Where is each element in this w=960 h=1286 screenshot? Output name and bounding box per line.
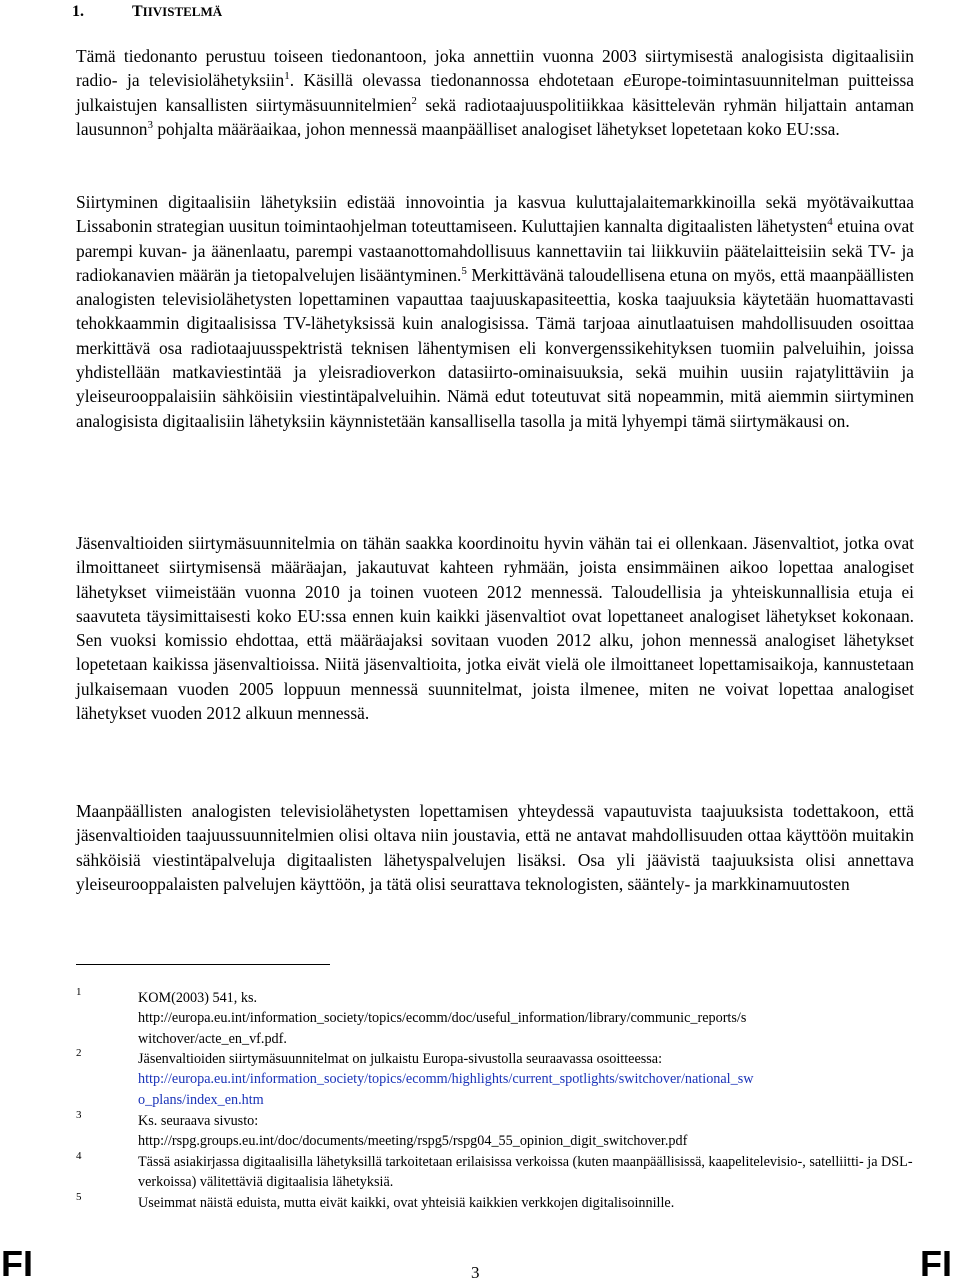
footnote-5 [76, 1193, 918, 1213]
paragraph-1-text-b: . Käsillä olevassa tiedonannossa ehdotetaan [289, 70, 624, 91]
paragraph-1-text-c: Europe-toimintasuunnitelman puitteissa julkaistujen kansallisten siirtymäsuunnitelmien [76, 70, 915, 115]
paragraph-3-text: Jäsenvaltioiden siirtymäsuunnitelmia on tähän saakka koordinoitu hyvin vähän tai ei ollenkaan. Jäsenvaltiot, jotka ovat ilmoittaneet siirtymisensä määräajan, jakautuvat kahteen ryhmään, joista ensimmäinen aikoo lopettaa analogiset lähetykset viimeistään vuonna 2010 ja toinen vuoteen 2012 mennessä. Taloudellisia ja yhteiskunnallisia etuja ei saavuteta täysimittaisesti koko EU:ssa ennen kuin kaikki jäsenvaltiot ovat lopettaneet analogiset lähetykset kokonaan. Sen vuoksi komissio ehdottaa, että määräajaksi sovitaan vuoden 2012 alku, johon mennessä analogiset lähetykset lopetetaan kaikissa jäsenvaltioissa. Niitä jäsenvaltioita, jotka eivät vielä ole ilmoittaneet lopettamisaikoja, kannustetaan julkaisemaan vuoden 2005 loppuun mennessä suunnitelmat, joista ilmenee, miten ne voivat lopettaa analogiset lähetykset vuoden 2012 alkuun mennessä. [76, 533, 914, 724]
footnote-ref-5[interactable]: 5 [461, 265, 467, 278]
language-code-right: FI [920, 1243, 952, 1284]
section-title-initial: T [132, 3, 143, 20]
paragraph-2-text-a: Siirtyminen digitaalisiin lähetyksiin edistää innovointia ja kasvua kuluttajalaitemarkkinoilla sekä myötävaikuttaa Lissabonin strategian uusitun toimintaohjelman toteuttamiseen. Kuluttajien kannalta digitaalisten lähetysten [76, 192, 914, 237]
paragraph-1-text-a: Tämä tiedonanto perustuu toiseen tiedonantoon, joka annettiin vuonna 2003 siirtymisestä analogisista digitaalisiin radio- ja televisiolähetyksiin [76, 46, 914, 91]
footnote-number: 3 [76, 1109, 82, 1121]
section-heading [72, 0, 222, 24]
footnote-url[interactable]: http://europa.eu.int/information_society/topics/ecomm/doc/useful_information/library/communic_reports/s [138, 1010, 747, 1027]
paragraph-4 [76, 799, 914, 896]
footnote-text: Tässä asiakirjassa digitaalisilla lähetyksillä tarkoitetaan erilaisissa verkoissa (kuten maanpäällisissä, kaapelitelevisio-, satelliitti- ja DSL-verkoissa) välitettäviä digitaalisia lähetyksiä. [138, 1154, 913, 1191]
footnote-number: 5 [76, 1191, 82, 1203]
footnote-2 [76, 1049, 918, 1110]
footnote-ref-4[interactable]: 4 [827, 216, 833, 229]
paragraph-4-text: Maanpäällisten analogisten televisiolähetysten lopettamisen yhteydessä vapautuvista taajuuksista todettakoon, että jäsenvaltioiden taajuussuunnitelmien olisi oltava niin joustavia, että ne antavat mahdollisuuden ottaa käyttöön muitakin sähköisiä viestintäpalveluja digitaalisten lähetyspalvelujen lisäksi. Osa yli jäävistä taajuuksista olisi annettava yleiseurooppalaisten palvelujen käyttöön, ja tätä olisi seurattava teknologisten, sääntely- ja markkinamuutosten [76, 801, 914, 894]
paragraph-2-text-c: Merkittävänä taloudellisena etuna on myös, että maanpäällisten analogisten televisiolähetysten lopettaminen vapauttaa taajuuskapasiteettia, koska taajuuksia käytetään huomattavasti tehokkaammin digitaalisissa TV-lähetyksissä kuin analogisissa. Tämä tarjoaa ainutlaatuisen mahdollisuuden osoittaa merkittävä osa radiotaajuusspektristä teknisen lähentymisen eli konvergenssikehityksen tuomiin palveluihin, joissa yhdistellään matkaviestintää ja yleisradioverkon datasiirto-ominaisuuksia, sekä muihin uusiin rajatylittäviin ja yleiseurooppalaisiin sähköisiin viestintäpalveluihin. Nämä edut toteutuvat sitä nopeammin, mitä aiemmin siirtyminen analogisista digitaalisiin lähetyksiin käynnistetään kansallisella tasolla ja mitä lyhyempi tämä siirtymäkausi on. [76, 264, 914, 431]
footnote-text: Useimmat näistä eduista, mutta eivät kaikki, ovat yhteisiä kaikkien verkkojen digitalisoinnille. [138, 1195, 675, 1211]
paragraph-1-text-d: sekä radiotaajuuspolitiikkaa käsittelevän ryhmän hiljattain antaman lausunnon [76, 94, 914, 139]
footnote-ref-1[interactable]: 1 [284, 70, 290, 83]
footnote-url[interactable]: http://rspg.groups.eu.int/doc/documents/meeting/rspg5/rspg04_55_opinion_digit_switchover.pdf [138, 1133, 688, 1150]
footnote-link-continued[interactable]: o_plans/index_en.htm [138, 1091, 264, 1108]
paragraph-2 [76, 190, 914, 433]
footnote-number: 4 [76, 1150, 82, 1162]
footnote-ref-2[interactable]: 2 [411, 94, 417, 107]
footnote-number: 1 [76, 986, 82, 998]
italic-e: e [623, 70, 632, 91]
footnote-4 [76, 1152, 918, 1193]
footnote-number: 2 [76, 1047, 82, 1059]
footnote-text: Ks. seuraava sivusto: [138, 1113, 259, 1129]
section-number: 1. [72, 3, 84, 20]
paragraph-1 [76, 44, 914, 141]
footnote-separator [76, 964, 330, 965]
paragraph-3 [76, 531, 914, 725]
footnote-text: KOM(2003) 541, ks. [138, 990, 258, 1006]
footnote-ref-3[interactable]: 3 [147, 119, 153, 132]
page-number: 3 [471, 1263, 480, 1282]
section-title-rest: IIVISTELMÄ [142, 4, 223, 19]
paragraph-2-text-b: etuina ovat parempi kuvan- ja äänenlaatu, parempi vastaanottomahdollisuus kannettaviin tai liikkuviin päätelaitteisiin sekä TV- ja radiokanavien määrän ja tietopalvelujen lisääntyminen. [76, 216, 914, 285]
footnote-text: Jäsenvaltioiden siirtymäsuunnitelmat on julkaistu Europa-sivustolla seuraavassa osoitteessa: [138, 1051, 663, 1067]
paragraph-1-text-e: pohjalta määräaikaa, johon mennessä maanpäälliset analogiset lähetykset lopetetaan koko EU:ssa. [153, 118, 840, 139]
footnote-1 [76, 988, 918, 1049]
footnote-url-continued[interactable]: witchover/acte_en_vf.pdf. [138, 1030, 287, 1047]
language-code-left: FI [1, 1243, 33, 1284]
footnote-link[interactable]: http://europa.eu.int/information_society/topics/ecomm/highlights/current_spotlights/switchover/national_sw [138, 1071, 754, 1088]
footnote-3 [76, 1111, 918, 1152]
